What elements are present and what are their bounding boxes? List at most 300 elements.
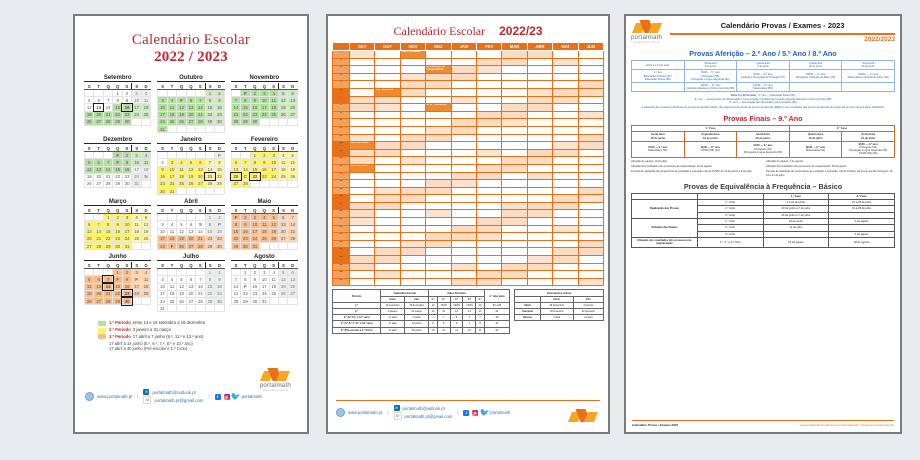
planner-cell	[400, 263, 425, 271]
month-agosto	[231, 254, 298, 312]
calendar-day: 7	[231, 276, 240, 283]
email-gmail[interactable]: portalmath.pt@gmail.com	[154, 397, 204, 403]
calendar-day: 9	[113, 221, 122, 228]
summary-days: 43	[484, 321, 510, 327]
summary-value: 13/03	[463, 302, 476, 308]
summary-col: 5.º	[463, 296, 476, 302]
document-school-calendar[interactable]	[73, 14, 309, 434]
calendar-day: 30	[158, 188, 167, 195]
calendar-day: 8	[241, 97, 250, 104]
weekday-header: T	[94, 145, 103, 152]
calendar-day: 11	[167, 283, 176, 290]
calendar-day: 6	[196, 159, 205, 166]
planner-cell	[451, 256, 476, 264]
equiv-fase2-value: 1 de agosto	[829, 219, 895, 225]
calendar-day: 1	[103, 214, 112, 221]
planner-cell	[553, 66, 578, 74]
calendar-day: 2	[215, 90, 225, 97]
equiv-fase1-value: 20 de junho a 7 de julho	[763, 206, 829, 212]
calendar-day: 21	[231, 111, 240, 118]
calendar-day: 12	[269, 221, 278, 228]
logo-tagline: matemática online	[262, 389, 289, 392]
instagram-link[interactable]: instagram.com/portalmath	[860, 423, 894, 427]
planner-cell	[426, 111, 451, 119]
calendar-day: 6	[288, 269, 298, 276]
calendar-day: 26	[279, 290, 288, 297]
facebook-icon[interactable]: f	[463, 410, 469, 416]
planner-cell	[400, 180, 425, 188]
calendar-day: 23	[215, 111, 225, 118]
month-table	[84, 145, 151, 188]
calendar-day: 21	[103, 173, 112, 180]
calendar-day: 24	[260, 111, 269, 118]
facebook-link[interactable]: facebook.com/portalmath	[825, 423, 859, 427]
planner-cell	[476, 149, 501, 157]
planner-day-label: 30	[333, 271, 350, 279]
email-outlook[interactable]: portalmath@outlook.pt	[402, 405, 445, 411]
weekday-header: S	[269, 83, 278, 90]
calendar-day: 9	[241, 221, 250, 228]
planner-cell	[476, 58, 501, 66]
calendar-day: 22	[241, 111, 250, 118]
planner-cell	[553, 225, 578, 233]
calendar-day: 27	[279, 235, 288, 242]
planner-cell	[527, 142, 552, 150]
interrupt-end: 22 fevereiro	[573, 308, 603, 314]
planner-cell	[350, 240, 375, 248]
calendar-day: 11	[141, 159, 151, 166]
weekday-header: D	[141, 207, 151, 214]
planner-cell	[553, 172, 578, 180]
calendar-day: 5	[279, 90, 288, 97]
calendar-day: 19	[141, 228, 151, 235]
planner-cell	[527, 149, 552, 157]
twitter-icon[interactable]: 🐦	[479, 408, 490, 417]
month-março	[84, 199, 151, 250]
planner-cell	[426, 73, 451, 81]
calendar-day: 29	[205, 297, 214, 304]
calendar-day: 30	[215, 297, 225, 304]
weekday-header: S	[122, 207, 131, 214]
weekday-header: Q	[177, 145, 186, 152]
legend-extra-line: 17 abril a 14 junho (5.º, 6.º, 7.º, 8.º e 10.º ano)	[109, 340, 193, 346]
planner-cell: Restauração da Independência	[426, 66, 451, 74]
weekday-header: D	[215, 83, 225, 90]
planner-cell	[350, 134, 375, 142]
summary-value: 11	[476, 327, 484, 333]
calendar-day: 12	[177, 104, 186, 111]
calendar-day: 17	[132, 104, 141, 111]
fase2-header: 2.ª Fase	[789, 126, 894, 132]
weekday-header: Q	[113, 262, 122, 269]
calendar-day: 18	[141, 104, 151, 111]
summary-group-calendar: Calendário Escolar	[381, 290, 429, 296]
calendar-day: 10	[269, 159, 278, 166]
calendar-day: 24	[122, 235, 131, 242]
afericao-cell	[789, 83, 842, 92]
planner-month-header: ABR	[527, 43, 552, 51]
planner-cell	[553, 104, 578, 112]
calendar-day: 8	[113, 97, 122, 104]
email-gmail[interactable]: portalmath.pt@gmail.com	[404, 413, 453, 419]
planner-day-label: 15	[333, 157, 350, 165]
calendar-day: 9	[215, 97, 225, 104]
calendar-day: 23	[122, 173, 131, 180]
summary-value: 13/03	[437, 302, 450, 308]
calendar-day: 14	[103, 104, 112, 111]
planner-cell	[350, 187, 375, 195]
planner-cell	[350, 157, 375, 165]
planner-cell	[451, 240, 476, 248]
month-name: Maio	[231, 199, 298, 206]
gmail-icon: M	[143, 396, 151, 404]
calendar-day: 26	[288, 173, 298, 180]
website-link[interactable]: www.portalmath.pt	[97, 394, 133, 399]
planner-cell	[451, 233, 476, 241]
planner-cell	[527, 73, 552, 81]
calendar-day: 17	[269, 166, 278, 173]
calendar-day: 9	[250, 97, 259, 104]
planner-day-label: 14	[333, 149, 350, 157]
equiv-cycle: 3.º Ciclo	[697, 231, 763, 237]
website-link[interactable]: www.portalmath.pt	[799, 423, 824, 427]
calendar-day: 25	[141, 111, 151, 118]
calendar-day: 11	[177, 166, 186, 173]
planner-cell	[476, 278, 501, 286]
planner-cell	[375, 225, 400, 233]
calendar-day: 15	[103, 228, 112, 235]
weekday-header: Q	[103, 207, 112, 214]
month-julho	[157, 254, 224, 312]
summary-col: 4.º	[450, 296, 463, 302]
calendar-day: 16	[215, 228, 225, 235]
calendar-day: 12	[85, 104, 94, 111]
calendar-day: 16	[113, 228, 122, 235]
calendar-day: 13	[288, 97, 298, 104]
calendar-day: 24	[158, 297, 167, 304]
weekday-header: T	[241, 83, 250, 90]
planner-cell	[476, 104, 501, 112]
weekday-header: S	[205, 83, 214, 90]
weekday-header: Q	[103, 83, 112, 90]
summary-value: 10	[463, 327, 476, 333]
calendar-day: 4	[132, 214, 141, 221]
weekday-header: S	[122, 83, 131, 90]
summary-table	[332, 289, 510, 333]
calendar-day: 7	[103, 97, 112, 104]
finais-cell: 9h30 — 9.º ano Matemática (92)	[632, 141, 685, 157]
calendar-day: 19	[85, 111, 94, 118]
planner-cell	[350, 119, 375, 127]
calendar-day: F	[177, 97, 186, 104]
afericao-col-header: Quarta-feira 7 de junho	[737, 61, 790, 70]
calendar-day: 27	[196, 180, 205, 187]
calendar-day: 20	[231, 173, 240, 180]
planner-cell	[502, 96, 527, 104]
planner-day-label: 20	[333, 195, 350, 203]
equiv-cycle: 1.º, 2.º e 3.º Ciclo	[697, 237, 763, 247]
calendar-day: 22	[113, 290, 122, 297]
globe-icon	[85, 392, 94, 401]
facebook-icon[interactable]: f	[215, 394, 221, 400]
planner-cell	[350, 202, 375, 210]
portalmath-mark-icon	[570, 409, 596, 422]
gmail-icon: M	[394, 412, 402, 420]
planner-cell	[502, 180, 527, 188]
calendar-day: 17	[158, 111, 167, 118]
planner-cell	[553, 210, 578, 218]
planner-cell	[578, 58, 603, 66]
planner-cell	[476, 142, 501, 150]
calendar-day: 5	[279, 269, 288, 276]
calendar-day: 6	[186, 97, 195, 104]
planner-cell	[350, 195, 375, 203]
planner-cell	[476, 210, 501, 218]
calendar-day: 30	[215, 243, 225, 250]
calendar-day: 21	[196, 290, 205, 297]
calendar-day: 27	[186, 297, 195, 304]
planner-cell	[375, 142, 400, 150]
summary-value: 8	[450, 315, 463, 321]
calendar-day: 26	[269, 235, 278, 242]
calendar-day: 9	[250, 276, 259, 283]
summary-days: 61	[484, 308, 510, 314]
planner-day-label: 5	[333, 81, 350, 89]
summary-group-aulas: Aulas Previstas	[429, 290, 484, 296]
email-outlook[interactable]: portalmath@outlook.pt	[152, 389, 196, 395]
planner-cell	[375, 195, 400, 203]
planner-day-label: 4	[333, 73, 350, 81]
summary-col: Início	[381, 296, 405, 302]
afericao-row	[632, 70, 895, 83]
planner-cell	[578, 126, 603, 134]
calendar-day: 22	[103, 235, 112, 242]
calendar-day: 25	[269, 290, 278, 297]
planner-cell	[426, 210, 451, 218]
calendar-day: 24	[269, 173, 278, 180]
planner-cell	[553, 240, 578, 248]
calendar-day: 5	[85, 97, 94, 104]
calendar-day: 18	[260, 228, 269, 235]
equiv-cycle: 1.º Ciclo	[697, 200, 763, 206]
planner-cell	[426, 271, 451, 279]
planner-cell	[426, 233, 451, 241]
calendar-day: 24	[158, 118, 167, 125]
planner-cell	[426, 195, 451, 203]
planner-day-label: 16	[333, 164, 350, 172]
calendar-day: 29	[113, 180, 122, 187]
calendar-day: 15	[250, 166, 259, 173]
planner-cell	[476, 225, 501, 233]
summary-value: 7	[429, 315, 437, 321]
calendar-day: 9	[122, 276, 131, 283]
planner-cell	[375, 263, 400, 271]
calendar-day: 2	[241, 214, 250, 221]
weekday-header: S	[279, 262, 288, 269]
planner-cell	[451, 278, 476, 286]
planner-cell	[578, 187, 603, 195]
calendar-day: 4	[167, 221, 176, 228]
document-exam-calendar[interactable]	[624, 14, 902, 434]
weekday-header: D	[141, 83, 151, 90]
afericao-row	[632, 83, 895, 92]
calendar-day: 26	[279, 111, 288, 118]
afericao-note-item: 5.º ano — Educação Física (56)	[758, 94, 795, 98]
afericao-cell	[842, 83, 895, 92]
calendar-day: 24	[167, 180, 176, 187]
footer-divider-1: |	[387, 410, 389, 415]
portalmath-mark-icon	[634, 20, 660, 33]
planner-day-label: 1	[333, 51, 350, 59]
planner-cell	[527, 278, 552, 286]
website-link[interactable]: www.portalmath.pt	[348, 410, 383, 415]
planner-cell	[451, 218, 476, 226]
planner-cell	[426, 119, 451, 127]
weekday-header: S	[205, 145, 214, 152]
planner-cell	[400, 104, 425, 112]
calendar-day: 29	[113, 118, 122, 125]
planner-day-label: 10	[333, 119, 350, 127]
weekday-header: D	[215, 262, 225, 269]
calendar-day: 2	[215, 214, 225, 221]
planner-cell	[375, 104, 400, 112]
planner-cell	[375, 248, 400, 256]
month-table	[84, 207, 151, 250]
calendar-day: 17	[167, 173, 176, 180]
weekday-header: D	[215, 145, 225, 152]
planner-cell	[527, 202, 552, 210]
summary-period: 2.º	[333, 308, 381, 314]
calendar-day: 26	[186, 180, 195, 187]
calendar-day: 13	[94, 166, 103, 173]
calendar-day: 6	[94, 97, 103, 104]
calendar-day: 20	[288, 104, 298, 111]
calendar-day: 7	[94, 221, 103, 228]
planner-cell	[400, 96, 425, 104]
calendar-day: 13	[186, 228, 195, 235]
planner-cell	[451, 164, 476, 172]
planner-cell	[553, 256, 578, 264]
planner-cell	[578, 278, 603, 286]
calendar-day: 18	[167, 290, 176, 297]
calendar-day: 13	[196, 166, 205, 173]
calendar-day: 24	[132, 173, 141, 180]
calendar-day: 13	[231, 166, 240, 173]
calendar-day: 4	[141, 269, 151, 276]
planner-day-label: 7	[333, 96, 350, 104]
equiv-fase1-value: 11 de julho	[763, 225, 829, 231]
planner-cell	[553, 81, 578, 89]
planner-month-header: SET	[350, 43, 375, 51]
equiv-fase1: 1.ª Fase	[763, 193, 829, 199]
finais-note-row	[631, 170, 895, 177]
planner-cell	[426, 202, 451, 210]
calendar-day: 11	[167, 228, 176, 235]
planner-cell	[426, 172, 451, 180]
planner-cell	[502, 187, 527, 195]
weekday-header: D	[141, 145, 151, 152]
planner-cell	[527, 88, 552, 96]
planner-cell	[553, 271, 578, 279]
planner-cell	[375, 157, 400, 165]
weekday-header: S	[279, 207, 288, 214]
month-table	[157, 262, 224, 312]
instagram-icon[interactable]: ◉	[473, 410, 477, 415]
planner-cell	[400, 73, 425, 81]
weekday-header: D	[288, 207, 298, 214]
month-abril	[157, 199, 224, 250]
calendar-day: 29	[231, 243, 240, 250]
calendar-day: 4	[260, 214, 269, 221]
planner-cell	[426, 164, 451, 172]
calendar-day: 7	[288, 214, 298, 221]
calendar-day: 16	[241, 228, 250, 235]
planner-cell	[476, 256, 501, 264]
document-year-planner[interactable]	[326, 14, 610, 434]
calendar-day: 11	[260, 221, 269, 228]
weekday-header: D	[215, 207, 225, 214]
planner-cell	[502, 225, 527, 233]
instagram-icon[interactable]: ◉	[225, 394, 229, 399]
summary-col: 3.º	[437, 296, 450, 302]
planner-cell	[400, 271, 425, 279]
planner-cell	[375, 81, 400, 89]
equiv-fase1-value: 6 a 16 de junho	[763, 200, 829, 206]
calendar-day: 15	[113, 283, 122, 290]
planner-cell	[578, 180, 603, 188]
planner-cell	[502, 142, 527, 150]
calendar-day: 31	[158, 305, 167, 312]
planner-corner	[333, 43, 350, 51]
planner-month-header: JAN	[451, 43, 476, 51]
weekday-header: S	[196, 262, 205, 269]
planner-day-label: 12	[333, 134, 350, 142]
weekday-header: S	[122, 262, 131, 269]
summary-value: 12	[437, 308, 450, 314]
planner-cell	[476, 233, 501, 241]
calendar-day: 26	[85, 118, 94, 125]
planner-cell	[400, 88, 425, 96]
summary-row	[333, 327, 510, 333]
calendar-day: 15	[205, 104, 214, 111]
planner-cell	[426, 187, 451, 195]
summary-days: 62 a 65	[484, 302, 510, 308]
calendar-day: 2	[158, 159, 167, 166]
calendar-day: 6	[94, 276, 103, 283]
calendar-day: 27	[94, 118, 103, 125]
calendar-day: 5	[288, 152, 298, 159]
calendar-day: 5	[85, 159, 94, 166]
calendar-day: 15	[205, 228, 214, 235]
calendar-day: 10	[260, 276, 269, 283]
calendar-day: 1	[205, 214, 214, 221]
twitter-icon[interactable]: 🐦	[230, 392, 241, 401]
planner-month-header: DEZ	[426, 43, 451, 51]
month-dezembro	[84, 137, 151, 195]
planner-cell	[578, 248, 603, 256]
planner-cell	[502, 172, 527, 180]
doc1-title-year: 2022 / 2023	[154, 49, 228, 65]
planner-cell	[451, 142, 476, 150]
weekday-header: Q	[250, 83, 259, 90]
calendar-day: 28	[241, 180, 250, 187]
planner-cell	[527, 248, 552, 256]
footer-divider-2: |	[208, 394, 210, 399]
planner-cell	[527, 58, 552, 66]
afericao-footnote: A aplicação das restantes individuais de provas de aferição (IAVE), dos respetivos de escola de provas de aferição (REPA) e dos resultados das provas de aferição tem lugar até ao início do ano letivo 2023/2024.	[641, 106, 885, 110]
calendar-day: 25	[167, 297, 176, 304]
calendar-day: 8	[205, 276, 214, 283]
